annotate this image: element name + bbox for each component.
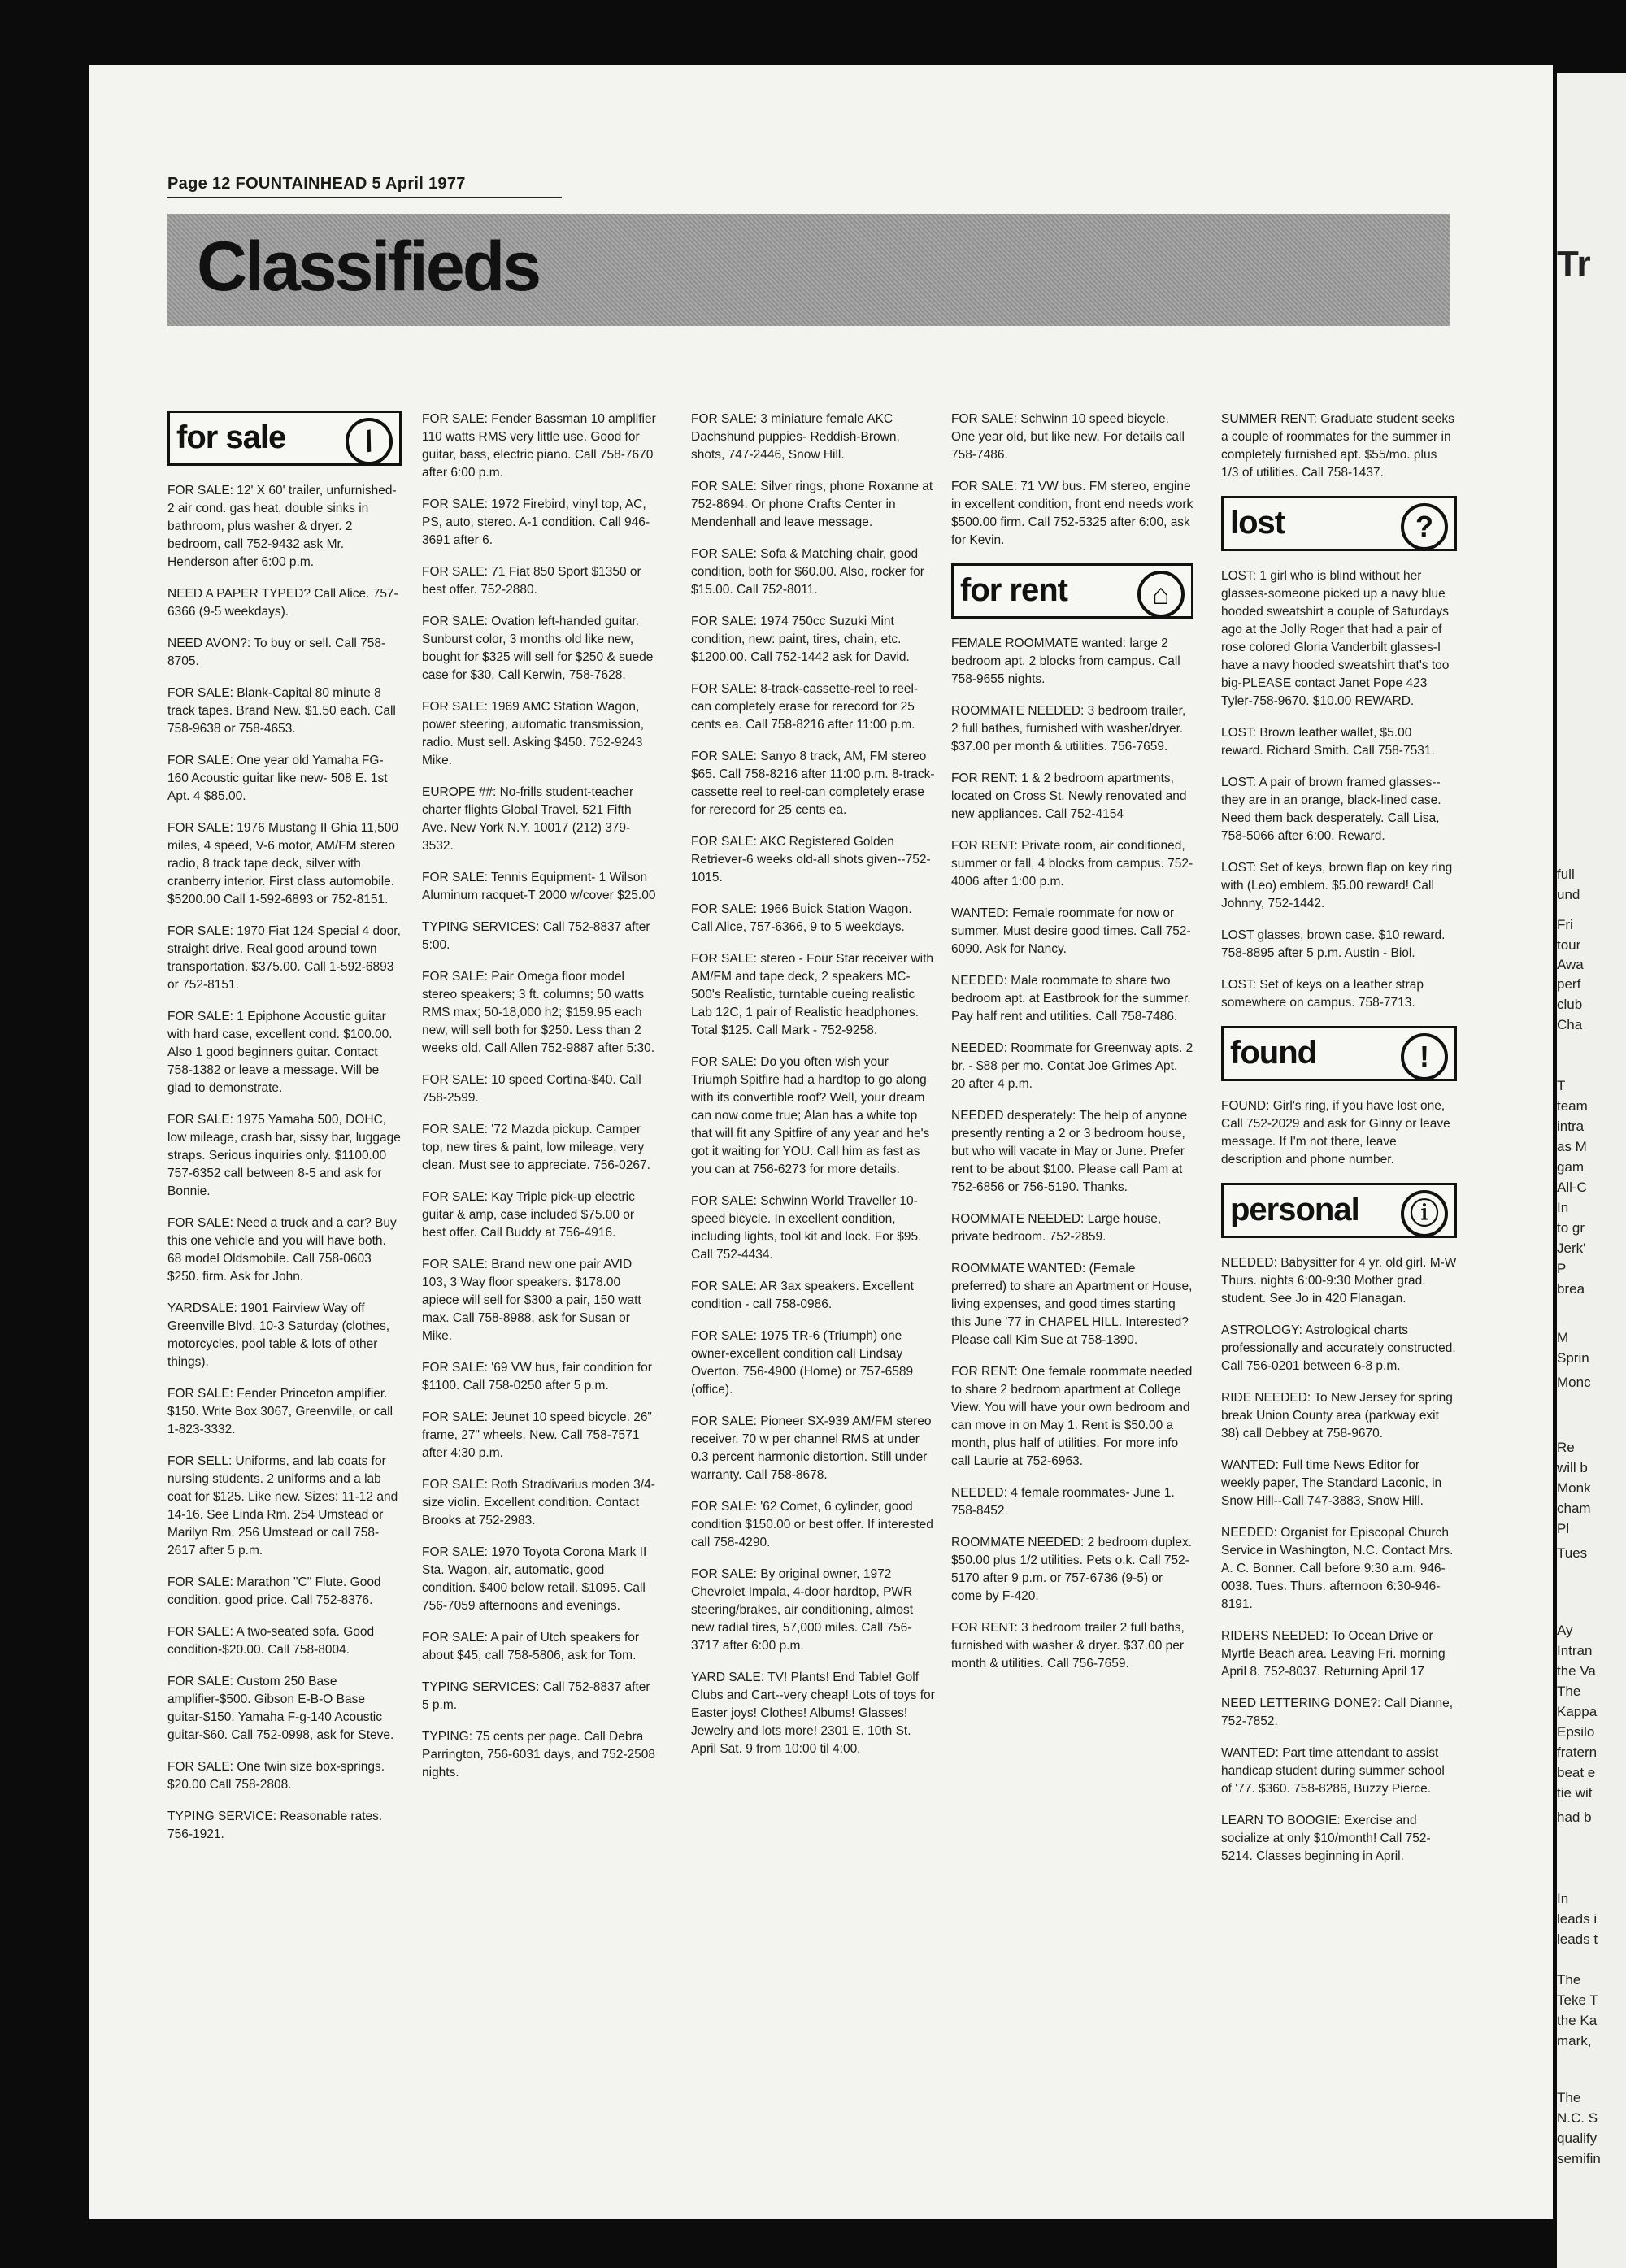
adjacent-text-fragment: Jerk'	[1557, 1240, 1586, 1256]
classified-ad: FOR SALE: 10 speed Cortina-$40. Call 758-2599.	[422, 1073, 641, 1105]
classified-ad: ROOMMATE NEEDED: Large house, private bedroom. 752-2859.	[951, 1212, 1162, 1244]
personal-header	[1221, 1183, 1457, 1238]
adjacent-text-fragment: Awa	[1557, 957, 1584, 972]
adjacent-text-fragment: mark,	[1557, 2033, 1592, 2049]
ad-list	[1221, 411, 1457, 482]
adjacent-text-fragment: Epsilo	[1557, 1724, 1595, 1740]
found-label: found	[1230, 1035, 1317, 1071]
classified-ad: LEARN TO BOOGIE: Exercise and socialize at only $10/month! Call 752-5214. Classes beginning in April.	[1221, 1814, 1431, 1863]
adjacent-page-edge	[1557, 73, 1626, 2268]
ad-list	[951, 411, 1193, 550]
tag-icon: /	[341, 414, 398, 470]
classified-ad: WANTED: Full time News Editor for weekly paper, The Standard Laconic, in Snow Hill--Call 747-3883, Snow Hill.	[1221, 1458, 1442, 1508]
ad-list	[1221, 567, 1457, 1012]
adjacent-text-fragment: the Va	[1557, 1663, 1596, 1679]
classified-ad: FOR SELL: Uniforms, and lab coats for nursing students. 2 uniforms and a lab coat for $125. Like new. Sizes: 11-12 and 14-16. See Linda Rm. 254 Umstead or Marilyn Rm. 256 Umstead or call 758-2617 after 5 p.m.	[167, 1454, 398, 1558]
classified-ad: FOR SALE: AKC Registered Golden Retriever-6 weeks old-all shots given--752-1015.	[691, 835, 931, 884]
adjacent-text-fragment: The	[1557, 1972, 1581, 1988]
adjacent-text-fragment: cham	[1557, 1501, 1591, 1516]
classified-ad: FOR SALE: 71 VW bus. FM stereo, engine in excellent condition, front end needs work $500.00 firm. Call 752-5325 after 6:00, ask for Kevin.	[951, 480, 1193, 547]
classified-ad: WANTED: Part time attendant to assist handicap student during summer school of '77. $360. 758-8286, Buzzy Pierce.	[1221, 1746, 1445, 1796]
adjacent-text-fragment: und	[1557, 887, 1580, 902]
classified-ad: NEED LETTERING DONE?: Call Dianne, 752-7852.	[1221, 1697, 1454, 1728]
adjacent-text-fragment: T	[1557, 1078, 1566, 1093]
newspaper-page	[89, 65, 1553, 2219]
classified-ad: FOR SALE: One twin size box-springs. $20.00 Call 758-2808.	[167, 1760, 385, 1792]
adjacent-text-fragment: Monc	[1557, 1375, 1591, 1390]
adjacent-text-fragment: In	[1557, 1200, 1569, 1215]
classified-ad: NEEDED: Male roommate to share two bedroom apt. at Eastbrook for the summer. Pay half rent and utilities. Call 758-7486.	[951, 974, 1191, 1023]
adjacent-text-fragment: qualify	[1557, 2131, 1598, 2146]
classified-ad: TYPING SERVICES: Call 752-8837 after 5 p.m.	[422, 1680, 650, 1712]
classified-ad: ASTROLOGY: Astrological charts professionally and accurately constructed. Call 756-0201 between 6-8 p.m.	[1221, 1323, 1456, 1373]
page-title: Classifieds	[197, 228, 540, 306]
adjacent-text-fragment: M	[1557, 1330, 1569, 1345]
adjacent-text-fragment: Tr	[1557, 244, 1591, 284]
adjacent-text-fragment: intra	[1557, 1119, 1585, 1134]
page-folio: Page 12 FOUNTAINHEAD 5 April 1977	[167, 175, 466, 193]
classified-ad: NEED AVON?: To buy or sell. Call 758-8705.	[167, 637, 386, 668]
classified-ad: FOR SALE: 1975 TR-6 (Triumph) one owner-excellent condition call Lindsay Overton. 756-4900 (Home) or 757-6589 (office).	[691, 1329, 914, 1397]
classified-ad: FOR SALE: '69 VW bus, fair condition for $1100. Call 758-0250 after 5 p.m.	[422, 1361, 652, 1393]
classified-ad: NEEDED: Organist for Episcopal Church Service in Washington, N.C. Contact Mrs. A. C. Bonner. Call before 9:30 a.m. 946-0038. Tues. Thurs. afternoon 6:30-946-8191.	[1221, 1526, 1454, 1611]
adjacent-text-fragment: N.C. S	[1557, 2110, 1598, 2126]
adjacent-text-fragment: the Ka	[1557, 2013, 1598, 2028]
for-rent-label: for rent	[960, 572, 1067, 608]
adjacent-text-fragment: fratern	[1557, 1744, 1598, 1760]
found-header	[1221, 1026, 1457, 1081]
adjacent-text-fragment: In	[1557, 1891, 1569, 1906]
classified-ad: YARD SALE: TV! Plants! End Table! Golf Clubs and Cart--very cheap! Lots of toys for Easter joys! Clothes! Albums! Glasses! Jewelry and lots more! 2301 E. 10th St. April Sat. 9 from 10:00 til 4:00.	[691, 1671, 935, 1756]
classified-ad: FOR SALE: 1974 750cc Suzuki Mint condition, new: paint, tires, chain, etc. $1200.00. Call 752-1442 ask for David.	[691, 615, 910, 664]
classified-ad: FOR SALE: Need a truck and a car? Buy this one vehicle and you will have both. 68 model Oldsmobile. Call 758-0603 $250. firm. Ask for John.	[167, 1216, 397, 1284]
classified-ad: FOR SALE: Schwinn 10 speed bicycle. One year old, but like new. For details call 758-7486.	[951, 412, 1185, 462]
adjacent-text-fragment: Fri	[1557, 917, 1573, 932]
classified-ad: NEEDED: Roommate for Greenway apts. 2 br. - $88 per mo. Contat Joe Grimes Apt. 20 after 4 p.m.	[951, 1041, 1193, 1091]
classified-ad: FOR SALE: Pair Omega floor model stereo speakers; 3 ft. columns; 50 watts RMS max; 50-18,000 h2; $159.95 each new, will sell both for $250. Less than 2 weeks old. Call Allen 752-9887 after 5:30.	[422, 970, 655, 1055]
classified-ad: FOR SALE: Tennis Equipment- 1 Wilson Aluminum racquet-T 2000 w/cover $25.00	[422, 871, 656, 902]
classified-ad: FOR SALE: Blank-Capital 80 minute 8 track tapes. Brand New. $1.50 each. Call 758-9638 or 758-4653.	[167, 686, 396, 736]
classified-ad: RIDE NEEDED: To New Jersey for spring break Union County area (parkway exit 38) call Debbey at 758-9670.	[1221, 1391, 1453, 1440]
classified-ad: FOR SALE: Fender Bassman 10 amplifier 110 watts RMS very little use. Good for guitar, bass, electric piano. Call 758-7670 after 6:00 p.m.	[422, 412, 656, 480]
classified-ad: FOR SALE: Marathon "C" Flute. Good condition, good price. Call 752-8376.	[167, 1575, 381, 1607]
classified-ad: TYPING SERVICES: Call 752-8837 after 5:00.	[422, 920, 650, 952]
classified-ad: LOST glasses, brown case. $10 reward. 758-8895 after 5 p.m. Austin - Biol.	[1221, 928, 1446, 960]
adjacent-text-fragment: Monk	[1557, 1480, 1591, 1496]
classified-ad: FOR SALE: 8-track-cassette-reel to reel-can completely erase for rerecord for 25 cents ea. Call 758-8216 after 11:00 p.m.	[691, 682, 919, 732]
classified-ad: FOR SALE: Fender Princeton amplifier. $150. Write Box 3067, Greenville, or call 1-823-3332.	[167, 1387, 393, 1436]
classified-ad: FOR RENT: 3 bedroom trailer 2 full baths, furnished with washer & dryer. $37.00 per month & utilities. Call 756-7659.	[951, 1621, 1185, 1671]
classified-ad: FOR SALE: Kay Triple pick-up electric guitar & amp, case included $75.00 or best offer. Call Buddy at 756-4916.	[422, 1190, 635, 1240]
classified-ad: FOR SALE: Ovation left-handed guitar. Sunburst color, 3 months old like new, bought for $325 will sell for $250 & suede case for $30. Call Kerwin, 758-7628.	[422, 615, 654, 682]
classified-ad: FOR SALE: 1970 Fiat 124 Special 4 door, straight drive. Real good around town transportation. $375.00. Call 1-592-6893 or 752-8151.	[167, 924, 401, 992]
adjacent-text-fragment: semifin	[1557, 2151, 1601, 2166]
ad-list	[691, 411, 935, 1758]
classified-ad: SUMMER RENT: Graduate student seeks a couple of roommates for the summer in completely furnished apt. $55/mo. plus 1/3 of utilities. Call 758-1437.	[1221, 412, 1454, 480]
adjacent-text-fragment: Ay	[1557, 1623, 1573, 1638]
adjacent-text-fragment: team	[1557, 1098, 1588, 1114]
classified-ad: FOR SALE: 1975 Yamaha 500, DOHC, low mileage, crash bar, sissy bar, luggage straps. Serious inquiries only. $1100.00 757-6352 call between 8-5 and ask for Bonnie.	[167, 1113, 401, 1198]
for-sale-header	[167, 411, 402, 466]
personal-label: personal	[1230, 1192, 1359, 1227]
classified-ad: LOST: Brown leather wallet, $5.00 reward. Richard Smith. Call 758-7531.	[1221, 726, 1435, 758]
classified-ad: FOR SALE: '72 Mazda pickup. Camper top, new tires & paint, low mileage, very clean. Must see to appreciate. 756-0267.	[422, 1123, 650, 1172]
classified-ad: FOR SALE: One year old Yamaha FG-160 Acoustic guitar like new- 508 E. 1st Apt. 4 $85.00.	[167, 754, 388, 803]
classified-ad: LOST: Set of keys on a leather strap somewhere on campus. 758-7713.	[1221, 978, 1424, 1010]
classified-ad: FOR SALE: Do you often wish your Triumph Spitfire had a hardtop to go along with its convertible roof? Well, your dream can now come true; Alan has a white top that will fit any Spitfire of any year and he's got it waiting for YOU. Call him as fast as you can at 756-6273 for more details.	[691, 1055, 930, 1176]
classified-ad: FOR SALE: A pair of Utch speakers for about $45, call 758-5806, ask for Tom.	[422, 1631, 640, 1662]
adjacent-text-fragment: Cha	[1557, 1017, 1583, 1032]
adjacent-text-fragment: perf	[1557, 976, 1581, 992]
adjacent-text-fragment: All-C	[1557, 1180, 1587, 1195]
classified-ad: RIDERS NEEDED: To Ocean Drive or Myrtle Beach area. Leaving Fri. morning April 8. 752-8037. Returning April 17	[1221, 1629, 1446, 1679]
adjacent-text-fragment: club	[1557, 997, 1583, 1012]
classified-ad: TYPING SERVICE: Reasonable rates. 756-1921.	[167, 1810, 383, 1841]
classified-ad: YARDSALE: 1901 Fairview Way off Greenville Blvd. 10-3 Saturday (clothes, motorcycles, pool table & lots of other things).	[167, 1301, 390, 1369]
lost-header	[1221, 496, 1457, 551]
house-icon: ⌂	[1137, 571, 1185, 618]
person-icon: ⓘ	[1401, 1190, 1448, 1237]
ad-list	[951, 635, 1193, 1673]
classified-ad: ROOMMATE WANTED: (Female preferred) to share an Apartment or House, living expenses, and good times starting this June '77 in CHAPEL HILL. Interested? Please call Kim Sue at 758-1390.	[951, 1262, 1193, 1347]
classified-ad: NEEDED: 4 female roommates- June 1. 758-8452.	[951, 1486, 1175, 1518]
classified-ad: FOR RENT: Private room, air conditioned, summer or fall, 4 blocks from campus. 752-4006 after 1:00 p.m.	[951, 839, 1193, 889]
classified-ad: FOR SALE: 1966 Buick Station Wagon. Call Alice, 757-6366, 9 to 5 weekdays.	[691, 902, 912, 934]
classified-ad: LOST: A pair of brown framed glasses--they are in an orange, black-lined case. Need them back desperately. Call Lisa, 758-5066 after 6:00. Reward.	[1221, 776, 1441, 843]
adjacent-text-fragment: Intran	[1557, 1643, 1593, 1658]
classified-ad: FOR SALE: stereo - Four Star receiver with AM/FM and tape deck, 2 speakers MC-500's Realistic, turntable cueing realistic Lab 12C, 1 pair of Realistic headphones. Total $125. Call Mark - 752-9258.	[691, 952, 934, 1037]
classified-ad: FOR SALE: Custom 250 Base amplifier-$500. Gibson E-B-O Base guitar-$150. Yamaha F-g-140 Acoustic guitar-$60. Call 752-0998, ask for Steve.	[167, 1675, 394, 1742]
classified-ad: FOR SALE: Silver rings, phone Roxanne at 752-8694. Or phone Crafts Center in Mendenhall and leave message.	[691, 480, 933, 529]
adjacent-text-fragment: tie wit	[1557, 1785, 1593, 1801]
adjacent-text-fragment: Teke T	[1557, 1992, 1598, 2008]
adjacent-text-fragment: will b	[1557, 1460, 1588, 1475]
classified-ad: FEMALE ROOMMATE wanted: large 2 bedroom apt. 2 blocks from campus. Call 758-9655 nights.	[951, 637, 1180, 686]
classified-ad: FOR RENT: 1 & 2 bedroom apartments, located on Cross St. Newly renovated and new appliances. Call 752-4154	[951, 771, 1187, 821]
classified-ad: FOR SALE: Jeunet 10 speed bicycle. 26" frame, 27" wheels. New. Call 758-7571 after 4:30 p.m.	[422, 1410, 652, 1460]
adjacent-text-fragment: tour	[1557, 937, 1581, 953]
classified-ad: FOR SALE: AR 3ax speakers. Excellent condition - call 758-0986.	[691, 1280, 914, 1311]
column-2	[422, 411, 656, 1796]
classified-ad: FOR SALE: A two-seated sofa. Good condition-$20.00. Call 758-8004.	[167, 1625, 375, 1657]
classified-ad: ROOMMATE NEEDED: 3 bedroom trailer, 2 full bathes, furnished with washer/dryer. $37.00 per month & utilities. 756-7659.	[951, 704, 1186, 754]
column-1	[167, 411, 402, 1857]
classified-ad: LOST: 1 girl who is blind without her glasses-someone picked up a navy blue hooded sweatshirt a couple of Saturdays ago at the Jolly Roger that had a pair of rose colored Gloria Vanderbilt glasses-I have a navy hooded sweatshirt that's too big-PLEASE contact Janet Pope 423 Tyler-758-9670. $10.00 REWARD.	[1221, 569, 1450, 708]
classified-ad: FOR SALE: 1970 Toyota Corona Mark II Sta. Wagon, air, automatic, good condition. $400 below retail. $1095. Call 756-7059 afternoons and evenings.	[422, 1545, 647, 1613]
folio-rule	[167, 197, 562, 198]
classified-ad: FOR RENT: One female roommate needed to share 2 bedroom apartment at College View. You will have your own bedroom and can move in on May 1. Rent is $50.00 a month, plus half of utilities. For more info call Laurie at 752-6963.	[951, 1365, 1193, 1468]
classified-ad: FOR SALE: 1969 AMC Station Wagon, power steering, automatic transmission, radio. Must sell. Asking $450. 752-9243 Mike.	[422, 700, 645, 767]
classified-ad: LOST: Set of keys, brown flap on key ring with (Leo) emblem. $5.00 reward! Call Johnny, 752-1442.	[1221, 861, 1453, 910]
column-5	[1221, 411, 1457, 1879]
adjacent-text-fragment: leads t	[1557, 1931, 1598, 1947]
adjacent-text-fragment: Kappa	[1557, 1704, 1598, 1719]
adjacent-text-fragment: Tues	[1557, 1545, 1588, 1561]
classified-ad: FOR SALE: 71 Fiat 850 Sport $1350 or best offer. 752-2880.	[422, 565, 641, 597]
classified-ad: ROOMMATE NEEDED: 2 bedroom duplex. $50.00 plus 1/2 utilities. Pets o.k. Call 752-5170 after 9 p.m. or 757-6736 (9-5) or come by F-420.	[951, 1536, 1193, 1603]
adjacent-text-fragment: The	[1557, 1684, 1581, 1699]
adjacent-text-fragment: The	[1557, 2090, 1581, 2105]
classified-ad: EUROPE ##: No-frills student-teacher charter flights Global Travel. 521 Fifth Ave. New York N.Y. 10017 (212) 379-3532.	[422, 785, 634, 853]
classified-ad: NEEDED desperately: The help of anyone presently renting a 2 or 3 bedroom house, but who will vacate in May or June. Prefer rent to be about $100. Please call Pam at 752-6856 or 756-5190. Thanks.	[951, 1109, 1188, 1194]
ad-list	[422, 411, 656, 1782]
adjacent-text-fragment: P	[1557, 1261, 1567, 1276]
classified-ad: FOR SALE: Sofa & Matching chair, good condition, both for $60.00. Also, rocker for $15.00. Call 752-8011.	[691, 547, 924, 597]
adjacent-text-fragment: beat e	[1557, 1765, 1596, 1780]
classified-ad: FOR SALE: Sanyo 8 track, AM, FM stereo $65. Call 758-8216 after 11:00 p.m. 8-track-cassette reel to reel-can completely erase for rerecord for 25 cents ea.	[691, 749, 935, 817]
adjacent-text-fragment: leads i	[1557, 1911, 1598, 1927]
adjacent-text-fragment: had b	[1557, 1810, 1592, 1825]
classified-ad: FOR SALE: 1976 Mustang II Ghia 11,500 miles, 4 speed, V-6 motor, AM/FM stereo radio, 8 track tape deck, silver with cranberry interior. First class automobile. $5200.00 Call 1-592-6893 or 752-8151.	[167, 821, 399, 906]
adjacent-text-fragment: gam	[1557, 1159, 1585, 1175]
question-mark-icon: ?	[1401, 503, 1448, 550]
classified-ad: FOR SALE: 12' X 60' trailer, unfurnished- 2 air cond. gas heat, double sinks in bathroom, plus washer & dryer. 2 bedroom, call 752-9432 ask Mr. Henderson after 6:00 p.m.	[167, 484, 397, 569]
adjacent-text-fragment: brea	[1557, 1281, 1585, 1297]
classified-ad: FOR SALE: Pioneer SX-939 AM/FM stereo receiver. 70 w per channel RMS at under 0.3 percent harmonic distortion. Still under warranty. Call 758-8678.	[691, 1414, 932, 1482]
classified-ad: FOR SALE: By original owner, 1972 Chevrolet Impala, 4-door hardtop, PWR steering/brakes, air conditioning, almost new radial tires, 57,000 miles. Call 756-3717 after 6:00 p.m.	[691, 1567, 914, 1653]
ad-list	[167, 482, 402, 1844]
classified-ad: FOR SALE: 3 miniature female AKC Dachshund puppies- Reddish-Brown, shots, 747-2446, Snow Hill.	[691, 412, 900, 462]
adjacent-text-fragment: Sprin	[1557, 1350, 1589, 1366]
classified-ad: FOR SALE: 1972 Firebird, vinyl top, AC, PS, auto, stereo. A-1 condition. Call 946-3691 after 6.	[422, 497, 650, 547]
adjacent-text-fragment: Re	[1557, 1440, 1575, 1455]
column-4	[951, 411, 1193, 1687]
classified-ad: NEED A PAPER TYPED? Call Alice. 757-6366 (9-5 weekdays).	[167, 587, 398, 619]
adjacent-text-fragment: to gr	[1557, 1220, 1585, 1236]
adjacent-text-fragment: full	[1557, 867, 1575, 882]
classified-ad: FOR SALE: Roth Stradivarius moden 3/4-size violin. Excellent condition. Contact Brooks at 752-2983.	[422, 1478, 655, 1527]
column-3	[691, 411, 935, 1772]
classifieds-banner	[167, 214, 1450, 326]
classified-ad: FOR SALE: Brand new one pair AVID 103, 3 Way floor speakers. $178.00 apiece will sell for $300 a pair, 150 watt max. Call 758-8988, ask for Susan or Mike.	[422, 1258, 641, 1343]
classified-ad: FOUND: Girl's ring, if you have lost one, Call 752-2029 and ask for Ginny or leave message. If I'm not there, leave description and phone number.	[1221, 1099, 1450, 1167]
adjacent-text-fragment: as M	[1557, 1139, 1587, 1154]
classified-ad: NEEDED: Babysitter for 4 yr. old girl. M-W Thurs. nights 6:00-9:30 Mother grad. student. See Jo in 420 Flanagan.	[1221, 1256, 1457, 1306]
classified-ad: WANTED: Female roommate for now or summer. Must desire good times. Call 752-6090. Ask for Nancy.	[951, 906, 1191, 956]
lost-label: lost	[1230, 505, 1285, 541]
exclamation-icon: !	[1401, 1033, 1448, 1080]
ad-list	[1221, 1097, 1457, 1169]
classified-ad: TYPING: 75 cents per page. Call Debra Parrington, 756-6031 days, and 752-2508 nights.	[422, 1730, 655, 1779]
adjacent-text-fragment: Pl	[1557, 1521, 1570, 1536]
classified-ad: FOR SALE: '62 Comet, 6 cylinder, good condition $150.00 or best offer. If interested call 758-4290.	[691, 1500, 933, 1549]
for-sale-label: for sale	[176, 419, 286, 455]
classified-ad: FOR SALE: Schwinn World Traveller 10-speed bicycle. In excellent condition, including lights, tool kit and lock. For $95. Call 752-4434.	[691, 1194, 922, 1262]
classified-ad: FOR SALE: 1 Epiphone Acoustic guitar with hard case, excellent cond. $100.00. Also 1 good beginners guitar. Contact 758-1382 or leave a message. Will be glad to demonstrate.	[167, 1010, 393, 1095]
ad-list	[1221, 1254, 1457, 1866]
for-rent-header	[951, 563, 1193, 619]
